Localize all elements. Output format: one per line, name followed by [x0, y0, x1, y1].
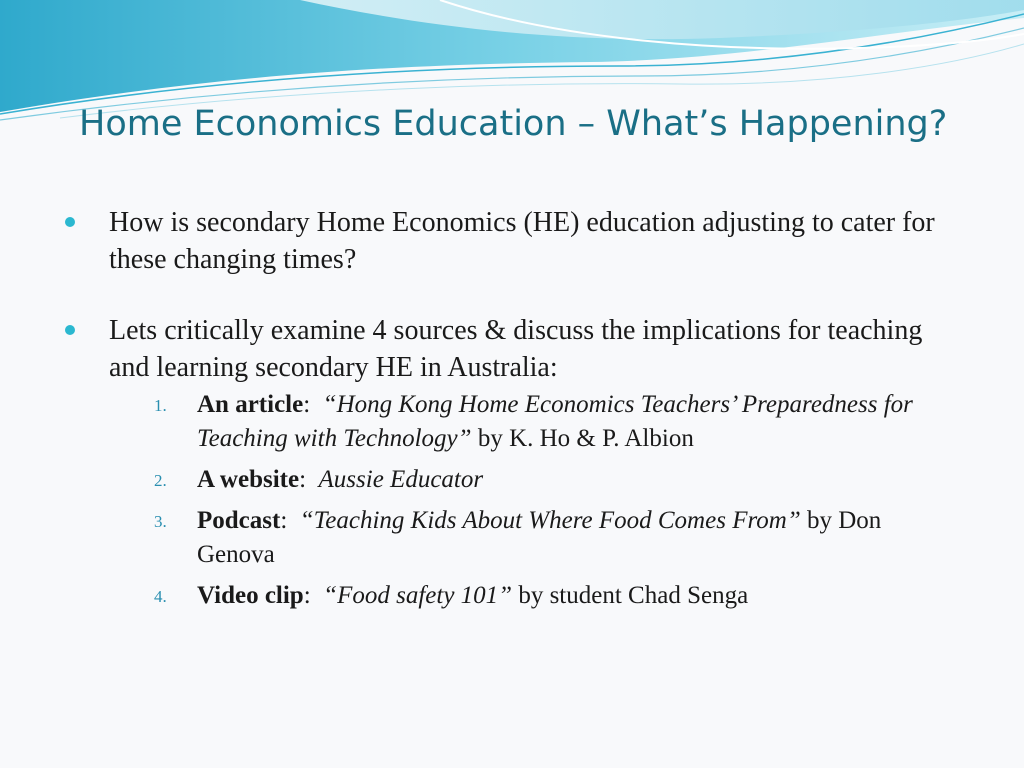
slide-body: [60, 204, 960, 620]
source-title: “Food safety 101”: [323, 582, 513, 609]
source-kind: Podcast: [197, 507, 281, 534]
source-byline: by Don Genova: [197, 507, 882, 568]
sources-list: [109, 388, 960, 613]
bullet-text: How is secondary Home Economics (HE) education adjusting to cater for these changing times?: [109, 207, 935, 275]
list-number: 4.: [154, 587, 167, 606]
source-kind: An article: [197, 391, 304, 418]
source-item-article: 1. An article: “Hong Kong Home Economics Teachers’ Preparedness for Teaching with Technology” by K. Ho & P. Albion: [154, 391, 913, 452]
bullet-item-question: [60, 204, 960, 278]
source-title: Aussie Educator: [318, 466, 484, 493]
source-title: “Hong Kong Home Economics Teachers’ Preparedness for Teaching with Technology”: [197, 391, 913, 452]
slide-title: Home Economics Education – What’s Happening?: [79, 104, 948, 144]
list-number: 1.: [154, 396, 167, 415]
bullet-icon: [65, 325, 75, 335]
source-byline: by student Chad Senga: [518, 582, 749, 609]
source-item-video: 4. Video clip: “Food safety 101” by student Chad Senga: [109, 579, 960, 613]
list-number: 3.: [154, 512, 167, 531]
source-kind: Video clip: [197, 582, 304, 609]
bullet-item-sources: [60, 312, 960, 613]
bullet-text: Lets critically examine 4 sources & discuss the implications for teaching and learning secondary HE in Australia:: [109, 315, 923, 383]
source-item-website: 2. A website: Aussie Educator: [109, 463, 960, 497]
source-byline: by K. Ho & P. Albion: [477, 425, 694, 452]
source-item-podcast: 3. Podcast: “Teaching Kids About Where Food Comes From” by Don Genova: [154, 507, 882, 568]
bullet-icon: [65, 217, 75, 227]
list-number: 2.: [154, 471, 167, 490]
source-kind: A website: [197, 466, 300, 493]
source-title: “Teaching Kids About Where Food Comes From”: [299, 507, 801, 534]
